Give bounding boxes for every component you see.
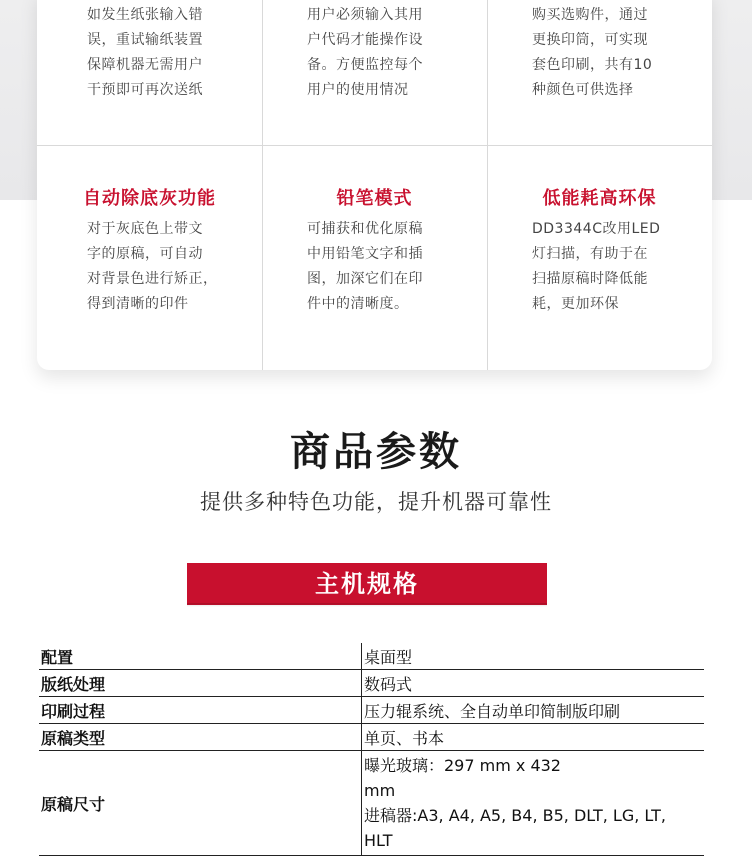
spec-key: 印刷过程 [39,697,362,724]
feature-description: DD3344C改用LED 灯扫描，有助于在 扫描原稿时降低能 耗，更加环保 [532,221,661,312]
feature-description: 用户必须输入其用 户代码才能操作设 备。方便监控每个 用户的使用情况 [307,7,423,98]
spec-value: 桌面型 [362,643,705,670]
feature-cell-low-energy [487,146,712,370]
spec-banner: 主机规格 [187,563,547,605]
feature-title: 自动除底灰功能 [83,188,216,209]
table-row [39,724,704,751]
feature-title: 低能耗高环保 [542,188,657,209]
feature-cell-user-code [262,0,487,145]
spec-key: 原稿尺寸 [39,751,362,856]
spec-value: 单页、书本 [362,724,705,751]
feature-cell-color-print [487,0,712,145]
section-title: 商品参数 [290,429,462,475]
feature-description: 对于灰底色上带文 字的原稿，可自动 对背景色进行矫正， 得到清晰的印件 [87,221,218,312]
feature-description: 可捕获和优化原稿 中用铅笔文字和插 图，加深它们在印 件中的清晰度。 [307,221,423,312]
table-row [39,697,704,724]
spec-key: 原稿类型 [39,724,362,751]
spec-key: 配置 [39,643,362,670]
feature-title: 铅笔模式 [336,188,413,209]
table-row [39,670,704,697]
feature-cell-pencil-mode [262,146,487,370]
feature-description: 购买选购件，通过 更换印筒，可实现 套色印刷，共有10 种颜色可供选择 [532,7,653,98]
spec-table [39,643,704,856]
banner-shadow [187,603,547,607]
section-subtitle: 提供多种特色功能，提升机器可靠性 [200,490,552,514]
spec-value: 压力辊系统、全自动单印简制版印刷 [362,697,705,724]
table-row [39,751,704,856]
feature-cell-paper-retry [37,0,262,145]
feature-cell-auto-background [37,146,262,370]
spec-value: 曝光玻璃：297 mm x 432 mm 进稿器:A3, A4, A5, B4, B5, DLT, LG, LT, HLT [362,751,705,856]
table-row [39,643,704,670]
feature-description: 如发生纸张输入错 误，重试输纸装置 保障机器无需用户 干预即可再次送纸 [87,7,203,98]
feature-grid-card [37,0,712,370]
spec-value: 数码式 [362,670,705,697]
spec-key: 版纸处理 [39,670,362,697]
